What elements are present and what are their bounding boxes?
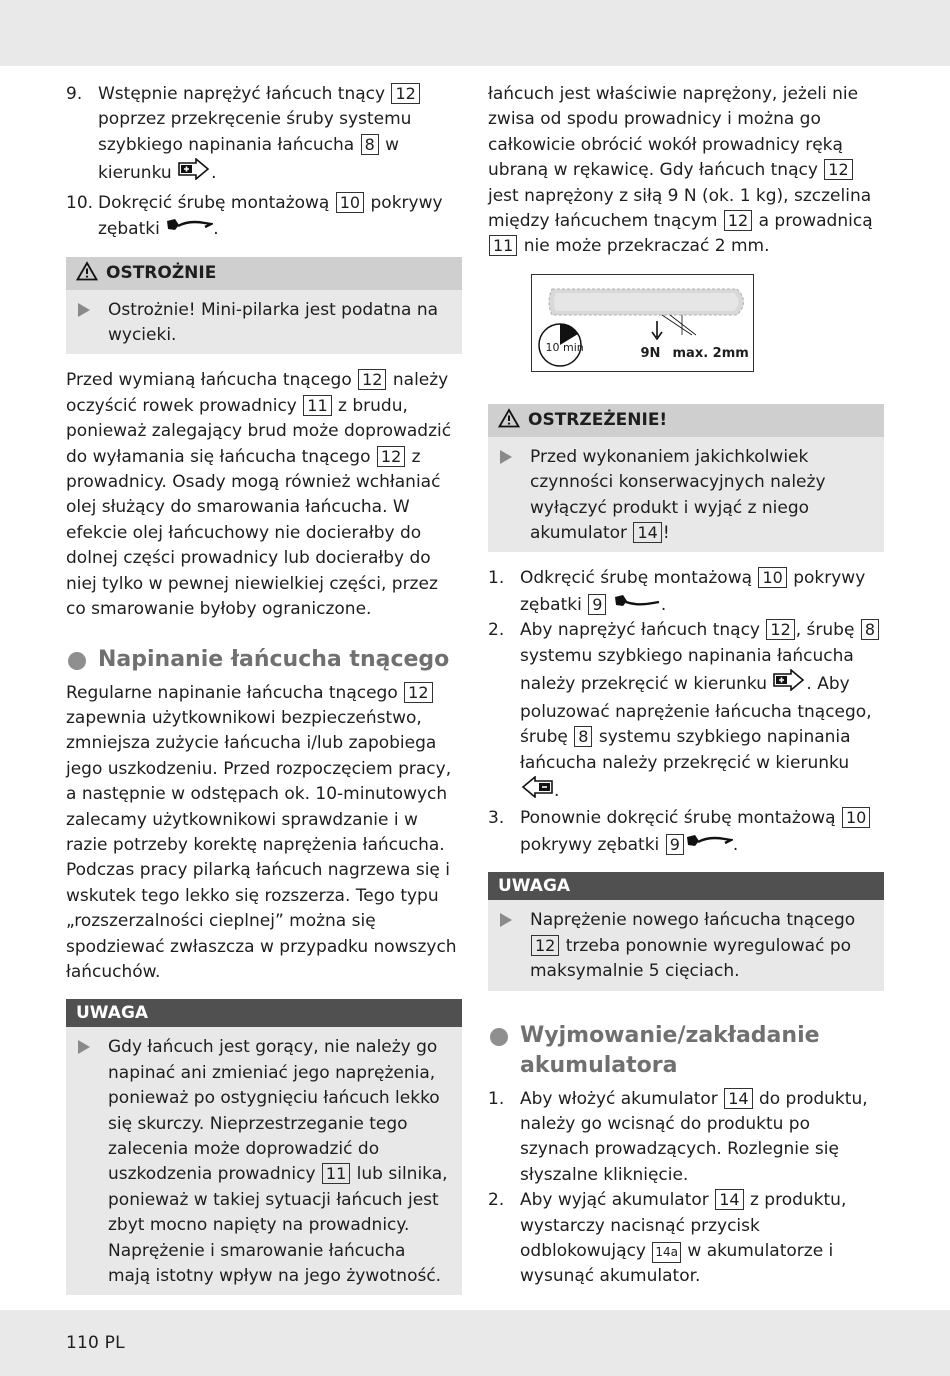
arrow-minus-icon [520, 776, 554, 806]
wrench-icon [685, 832, 733, 858]
notice-box: UWAGA Naprężenie nowego łańcucha tnącego 12 trzeba ponownie wyregulować po maksymalnie 5 cięciach. [488, 872, 884, 990]
list-item: 10. Dokręcić śrubę montażową 10 pokrywy zębatki . [66, 191, 462, 243]
section-heading: Wyjmowanie/zakładanie akumulatora [488, 1021, 884, 1081]
triangle-bullet-icon [500, 913, 512, 927]
wrench-icon [165, 216, 213, 242]
triangle-bullet-icon [500, 450, 512, 464]
caution-box: OSTROŻNIE Ostrożnie! Mini-pilarka jest podatna na wycieki. [66, 257, 462, 355]
warning-triangle-icon [76, 261, 98, 286]
list-item: 2. Aby wyjąć akumulator 14 z produktu, wystarczy nacisnąć przycisk odblokowujący 14a w akumulatorze i wysunąć akumulator. [488, 1190, 847, 1287]
ref-number: 10 [336, 192, 364, 213]
ref-number: 12 [391, 83, 419, 104]
triangle-bullet-icon [78, 1040, 90, 1054]
list-item: 1. Odkręcić śrubę montażową 10 pokrywy zębatki 9 . [488, 566, 884, 618]
chain-tension-figure [531, 274, 754, 372]
notice-box: UWAGA Gdy łańcuch jest gorący, nie należy go napinać ani zmieniać jego naprężenia, ponieważ po ostygnięciu łańcuch lekko się skurczy. Nieprzestrzeganie tego zalecenia może doprowadzić do uszkodzenia prowadnicy 11 lub silnika, ponieważ w takiej sytuacji łańcuch jest zbyt mocno napięty na prowadnicy. Naprężenie i smarowanie łańcucha mają istotny wpływ na jego żywotność. [66, 999, 462, 1295]
right-column [488, 82, 884, 1290]
paragraph: Regularne napinanie łańcucha tnącego 12 zapewnia użytkownikowi bezpieczeństwo, zmniejsza zużycie łańcucha i/lub zapobiega jego uszkodzeniu. Przed rozpoczęciem pracy, a następnie w odstępach ok. 10-minutowych zalecamy użytkownikowi sprawdzanie i w razie potrzeby korektę naprężenia łańcucha. Podczas pracy pilarką łańcuch nagrzewa się i wskutek tego lekko się rozszerza. Tego typu „rozszerzalności cieplnej” można się spodziewać zwłaszcza w przypadku nowszych łańcuchów. [66, 682, 457, 982]
left-column [66, 82, 462, 1295]
ref-number: 8 [361, 134, 379, 155]
force-label: 9N [640, 345, 661, 361]
warning-triangle-icon [498, 408, 520, 433]
notice-header: UWAGA [488, 872, 884, 900]
triangle-bullet-icon [78, 303, 90, 317]
timer-label: 10 min [545, 340, 584, 354]
arrow-plus-icon [177, 158, 211, 188]
warning-header: OSTRZEŻENIE! [488, 404, 884, 437]
bottom-band [0, 1310, 950, 1376]
arrow-plus-icon [772, 669, 806, 699]
list-item: 2. Aby naprężyć łańcuch tnący 12 , śrubę 8 systemu szybkiego napinania łańcucha należy przekręcić w kierunku . Aby poluzować naprężenie łańcucha tnącego, śrubę 8 systemu szybkiego napinania łańcucha należy przekręcić w kierunku . [488, 618, 884, 806]
top-band [0, 0, 950, 66]
notice-header: UWAGA [66, 999, 462, 1027]
list-item: 1. Aby włożyć akumulator 14 do produktu, należy go wcisnąć do produktu po szynach prowadzących. Rozlegnie się słyszalne kliknięcie. [488, 1088, 868, 1185]
paragraph: Przed wymianą łańcucha tnącego 12 należy oczyścić rowek prowadnicy 11 z brudu, ponieważ zalegający brud może doprowadzić do wyłamania się łańcucha tnącego 12 z prowadnicy. Osady mogą również wchłaniać olej służący do smarowania łańcucha. W efekcie olej łańcuchowy nie docierałby do dolnej części prowadnicy lub docierałby do niej tylko w pewnej niewielkiej części, przez co smarowanie byłoby ograniczone. [66, 370, 452, 620]
section-heading: Napinanie łańcucha tnącego [66, 645, 462, 675]
list-item: 9. Wstępnie naprężyć łańcuch tnący 12 poprzez przekręcenie śruby systemu szybkiego napinania łańcucha 8 w kierunku . [66, 82, 462, 189]
gap-label: max. 2mm [672, 345, 749, 361]
warning-box: OSTRZEŻENIE! Przed wykonaniem jakichkolwiek czynności konserwacyjnych należy wyłączyć produkt i wyjąć z niego akumulator 14 ! [488, 404, 884, 553]
list-item: 3. Ponownie dokręcić śrubę montażową 10 pokrywy zębatki 9 . [488, 806, 884, 858]
wrench-icon [613, 592, 661, 618]
bullet-dot-icon [490, 1028, 508, 1046]
page-number: 110 PL [66, 1333, 125, 1353]
bullet-dot-icon [68, 652, 86, 670]
paragraph: łańcuch jest właściwie naprężony, jeżeli nie zwisa od spodu prowadnicy i można go całkowicie obrócić wokół prowadnicy ręką ubraną w rękawicę. Gdy łańcuch tnący 12 jest naprężony z siłą 9 N (ok. 1 kg), szczelina między łańcuchem tnącym 12 a prowadnicą 11 nie może przekraczać 2 mm. [488, 84, 873, 257]
caution-header: OSTROŻNIE [66, 257, 462, 290]
